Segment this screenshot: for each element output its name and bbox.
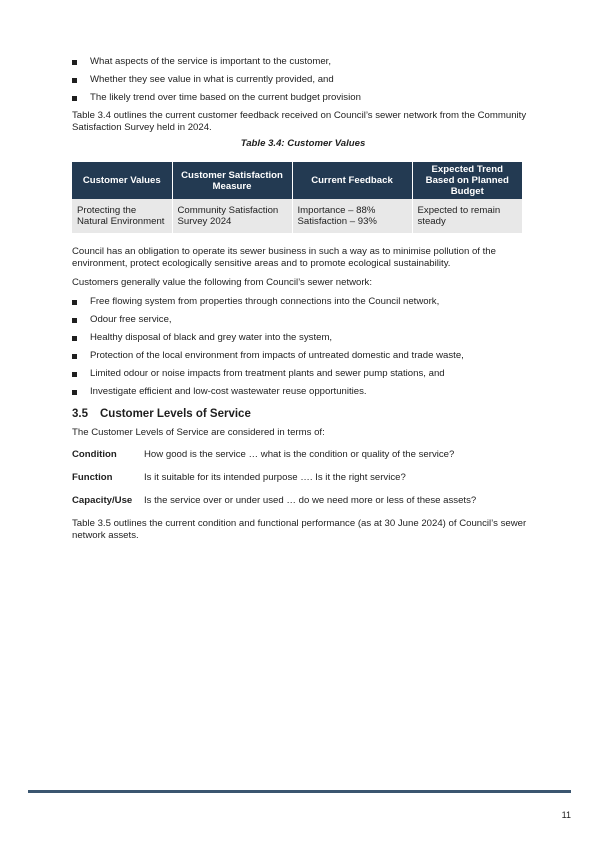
intro-bullet-list: [72, 56, 534, 104]
obligation-paragraph: Council has an obligation to operate its sewer business in such a way as to minimise pollution of the environment, protect ecologically sensitive areas and to promote ecological sustainability.: [72, 246, 496, 269]
bullet-square-icon: [72, 60, 77, 65]
section-heading: [72, 408, 534, 420]
section-title: Customer Levels of Service: [100, 408, 251, 420]
list-item: Protection of the local environment from impacts of untreated domestic and trade waste,: [72, 350, 534, 362]
column-header: Current Feedback: [292, 162, 412, 199]
list-item: Limited odour or noise impacts from treatment plants and sewer pump stations, and: [72, 368, 534, 380]
definition-description: How good is the service … what is the condition or quality of the service?: [144, 449, 455, 460]
section-number: 3.5: [72, 408, 88, 420]
column-header: Customer Satisfaction Measure: [172, 162, 292, 199]
bullet-square-icon: [72, 390, 77, 395]
customer-values-table: [72, 162, 522, 233]
list-item: Odour free service,: [72, 314, 534, 326]
bullet-square-icon: [72, 318, 77, 323]
cell-expected-trend: Expected to remain steady: [412, 199, 522, 233]
page-content: [72, 56, 534, 549]
definition-term: Capacity/Use: [72, 495, 133, 506]
list-item: Healthy disposal of black and grey water into the system,: [72, 332, 534, 344]
bullet-square-icon: [72, 300, 77, 305]
definition-row-function: [72, 472, 534, 484]
table-intro-paragraph: Table 3.4 outlines the current customer feedback received on Council’s sewer network from the Community Satisfaction Survey held in 2024.: [72, 110, 527, 133]
customer-value-intro: Customers generally value the following from Council’s sewer network:: [72, 277, 373, 288]
table-row: [72, 199, 522, 233]
definition-description: Is it suitable for its intended purpose …. Is it the right service?: [144, 472, 406, 483]
list-item: What aspects of the service is important to the customer,: [72, 56, 534, 68]
list-item: Free flowing system from properties through connections into the Council network,: [72, 296, 534, 308]
cell-satisfaction-measure: Community Satisfaction Survey 2024: [172, 199, 292, 233]
page-number: 11: [561, 810, 571, 820]
definition-row-capacity-use: [72, 495, 534, 507]
column-header: Expected Trend Based on Planned Budget: [412, 162, 522, 199]
definition-term: Condition: [72, 449, 117, 460]
footer-divider: [28, 790, 571, 793]
definition-description: Is the service over or under used … do we need more or less of these assets?: [144, 495, 477, 506]
definition-row-condition: [72, 449, 534, 461]
list-item: The likely trend over time based on the current budget provision: [72, 92, 534, 104]
bullet-square-icon: [72, 372, 77, 377]
bullet-square-icon: [72, 354, 77, 359]
bullet-square-icon: [72, 336, 77, 341]
cell-current-feedback: [292, 199, 412, 233]
customer-value-bullet-list: [72, 296, 534, 398]
cell-customer-values: Protecting the Natural Environment: [72, 199, 172, 233]
section-intro: The Customer Levels of Service are considered in terms of:: [72, 427, 325, 438]
table-caption: Table 3.4: Customer Values: [240, 138, 366, 149]
definition-term: Function: [72, 472, 113, 483]
list-item: Investigate efficient and low-cost wastewater reuse opportunities.: [72, 386, 534, 398]
list-item: Whether they see value in what is currently provided, and: [72, 74, 534, 86]
bullet-square-icon: [72, 96, 77, 101]
feedback-importance: Importance – 88%: [297, 204, 376, 216]
closing-paragraph: Table 3.5 outlines the current condition and functional performance (as at 30 June 2024) of Council’s sewer network assets.: [72, 518, 527, 541]
feedback-satisfaction: Satisfaction – 93%: [297, 216, 377, 227]
column-header: Customer Values: [72, 162, 172, 199]
bullet-square-icon: [72, 78, 77, 83]
table-header-row: [72, 162, 522, 199]
